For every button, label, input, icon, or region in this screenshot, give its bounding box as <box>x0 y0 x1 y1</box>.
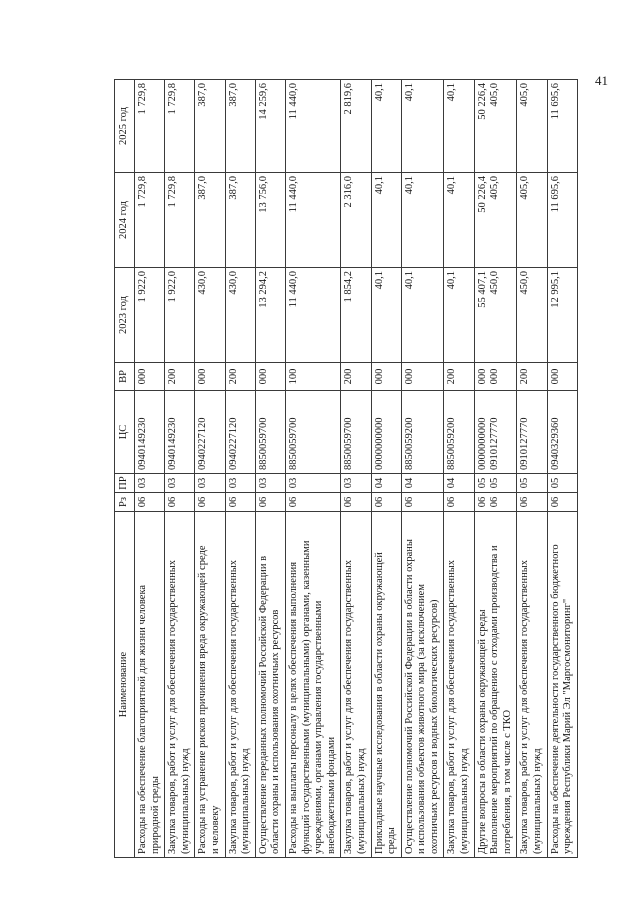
cell-vr: 000 000 <box>474 363 517 391</box>
cell-2024: 387,0 <box>225 173 255 268</box>
cell-2025: 50 226,4 405,0 <box>474 80 517 173</box>
cell-vr: 000 <box>195 363 225 391</box>
table-row <box>517 80 547 858</box>
cell-rz: 06 <box>195 493 225 512</box>
header-rz: Рз <box>115 493 135 512</box>
cell-vr: 000 <box>371 363 401 391</box>
table-row <box>474 80 517 858</box>
cell-vr: 000 <box>547 363 577 391</box>
cell-2023: 40,1 <box>371 268 401 363</box>
cell-name: Осуществление полномочий Российской Федерации в области охраны и использования объектов животного мира (за исключением охотничьих ресурсов и водных биологических ресурсов) <box>401 512 444 858</box>
cell-2025: 405,0 <box>517 80 547 173</box>
cell-2023: 1 922,0 <box>135 268 165 363</box>
header-name: Наименование <box>115 512 135 858</box>
cell-2023: 430,0 <box>195 268 225 363</box>
cell-2024: 40,1 <box>401 173 444 268</box>
table-row <box>444 80 474 858</box>
table-row <box>401 80 444 858</box>
cell-pr: 04 <box>401 474 444 493</box>
cell-cs: 8850059700 <box>255 391 285 474</box>
cell-rz: 06 <box>165 493 195 512</box>
header-cs: ЦС <box>115 391 135 474</box>
cell-rz: 06 <box>225 493 255 512</box>
cell-rz: 06 <box>341 493 371 512</box>
cell-2024: 1 729,8 <box>165 173 195 268</box>
cell-rz: 06 <box>547 493 577 512</box>
cell-cs: 0940329360 <box>547 391 577 474</box>
cell-rz: 06 06 <box>474 493 517 512</box>
cell-vr: 200 <box>225 363 255 391</box>
cell-2023: 12 995,1 <box>547 268 577 363</box>
cell-2024: 1 729,8 <box>135 173 165 268</box>
cell-2023: 430,0 <box>225 268 255 363</box>
cell-pr: 03 <box>255 474 285 493</box>
cell-name: Другие вопросы в области охраны окружающей среды Выполнение мероприятий по обращению с отходами производства и потребления, в том числе с ТКО <box>474 512 517 858</box>
table-row <box>371 80 401 858</box>
cell-2025: 1 729,8 <box>135 80 165 173</box>
cell-2024: 40,1 <box>444 173 474 268</box>
cell-vr: 200 <box>517 363 547 391</box>
cell-2025: 40,1 <box>444 80 474 173</box>
cell-vr: 200 <box>444 363 474 391</box>
cell-vr: 200 <box>165 363 195 391</box>
cell-rz: 06 <box>517 493 547 512</box>
cell-vr: 000 <box>135 363 165 391</box>
cell-2023: 40,1 <box>401 268 444 363</box>
cell-pr: 03 <box>165 474 195 493</box>
cell-name: Закупка товаров, работ и услуг для обеспечения государственных (муниципальных) нужд <box>444 512 474 858</box>
cell-name: Закупка товаров, работ и услуг для обеспечения государственных (муниципальных) нужд <box>341 512 371 858</box>
cell-2025: 2 819,6 <box>341 80 371 173</box>
header-2024: 2024 год <box>115 173 135 268</box>
header-2025: 2025 год <box>115 80 135 173</box>
cell-cs: 8850059200 <box>401 391 444 474</box>
cell-name: Прикладные научные исследования в области охраны окружающей среды <box>371 512 401 858</box>
table-row <box>195 80 225 858</box>
cell-pr: 05 05 <box>474 474 517 493</box>
cell-name: Закупка товаров, работ и услуг для обеспечения государственных (муниципальных) нужд <box>517 512 547 858</box>
cell-pr: 03 <box>135 474 165 493</box>
cell-pr: 05 <box>517 474 547 493</box>
table-row <box>341 80 371 858</box>
cell-vr: 000 <box>401 363 444 391</box>
table-row <box>135 80 165 858</box>
cell-cs: 0000000000 0910127770 <box>474 391 517 474</box>
cell-cs: 0940227120 <box>195 391 225 474</box>
table-row <box>285 80 340 858</box>
cell-name: Расходы на обеспечение благоприятной для жизни человека природной среды <box>135 512 165 858</box>
cell-pr: 04 <box>444 474 474 493</box>
cell-rz: 06 <box>371 493 401 512</box>
cell-cs: 8850059700 <box>341 391 371 474</box>
header-pr: ПР <box>115 474 135 493</box>
table-row <box>165 80 195 858</box>
cell-2025: 40,1 <box>401 80 444 173</box>
cell-2023: 1 922,0 <box>165 268 195 363</box>
header-vr: ВР <box>115 363 135 391</box>
cell-2023: 11 440,0 <box>285 268 340 363</box>
cell-2023: 450,0 <box>517 268 547 363</box>
cell-pr: 03 <box>341 474 371 493</box>
cell-cs: 8850059700 <box>285 391 340 474</box>
cell-2025: 14 259,6 <box>255 80 285 173</box>
cell-rz: 06 <box>444 493 474 512</box>
cell-vr: 000 <box>255 363 285 391</box>
cell-2024: 40,1 <box>371 173 401 268</box>
table-row <box>255 80 285 858</box>
cell-rz: 06 <box>285 493 340 512</box>
cell-cs: 8850059200 <box>444 391 474 474</box>
cell-2024: 13 756,0 <box>255 173 285 268</box>
table-header-row <box>115 80 135 858</box>
cell-pr: 04 <box>371 474 401 493</box>
cell-2025: 387,0 <box>225 80 255 173</box>
cell-rz: 06 <box>255 493 285 512</box>
cell-cs: 0910127770 <box>517 391 547 474</box>
table-row <box>225 80 255 858</box>
cell-2025: 1 729,8 <box>165 80 195 173</box>
cell-pr: 03 <box>285 474 340 493</box>
cell-2023: 13 294,2 <box>255 268 285 363</box>
cell-2025: 387,0 <box>195 80 225 173</box>
cell-2024: 11 440,0 <box>285 173 340 268</box>
table-row <box>547 80 577 858</box>
cell-pr: 05 <box>547 474 577 493</box>
cell-2024: 387,0 <box>195 173 225 268</box>
cell-2024: 50 226,4 405,0 <box>474 173 517 268</box>
cell-pr: 03 <box>195 474 225 493</box>
header-2023: 2023 год <box>115 268 135 363</box>
cell-cs: 0940149230 <box>165 391 195 474</box>
cell-cs: 0940149230 <box>135 391 165 474</box>
cell-2024: 405,0 <box>517 173 547 268</box>
cell-pr: 03 <box>225 474 255 493</box>
cell-name: Осуществление переданных полномочий Российской Федерации в области охраны и использования охотничьих ресурсов <box>255 512 285 858</box>
cell-name: Закупка товаров, работ и услуг для обеспечения государственных (муниципальных) нужд <box>225 512 255 858</box>
cell-vr: 100 <box>285 363 340 391</box>
cell-name: Расходы на устранение рисков причинения вреда окружающей среде и человеку <box>195 512 225 858</box>
cell-2025: 40,1 <box>371 80 401 173</box>
cell-rz: 06 <box>135 493 165 512</box>
cell-2023: 55 407,1 450,0 <box>474 268 517 363</box>
cell-2024: 11 695,6 <box>547 173 577 268</box>
cell-2025: 11 440,0 <box>285 80 340 173</box>
page-number: 41 <box>595 73 608 88</box>
cell-name: Расходы на выплаты персоналу в целях обеспечения выполнения функций государственными (муниципальными) органами, казенными учреждениями, органами управления государственными внебюджетными фондами <box>285 512 340 858</box>
cell-rz: 06 <box>401 493 444 512</box>
cell-2024: 2 316,0 <box>341 173 371 268</box>
cell-cs: 0940227120 <box>225 391 255 474</box>
budget-table <box>114 79 578 858</box>
cell-2023: 40,1 <box>444 268 474 363</box>
cell-cs: 0000000000 <box>371 391 401 474</box>
cell-name: Закупка товаров, работ и услуг для обеспечения государственных (муниципальных) нужд <box>165 512 195 858</box>
budget-table-rotated <box>114 80 612 858</box>
cell-2023: 1 854,2 <box>341 268 371 363</box>
table-body <box>135 80 578 858</box>
cell-name: Расходы на обеспечение деятельности государственного бюджетного учреждения Республики Марий Эл "Маргосмониторинг" <box>547 512 577 858</box>
cell-vr: 200 <box>341 363 371 391</box>
cell-2025: 11 695,6 <box>547 80 577 173</box>
